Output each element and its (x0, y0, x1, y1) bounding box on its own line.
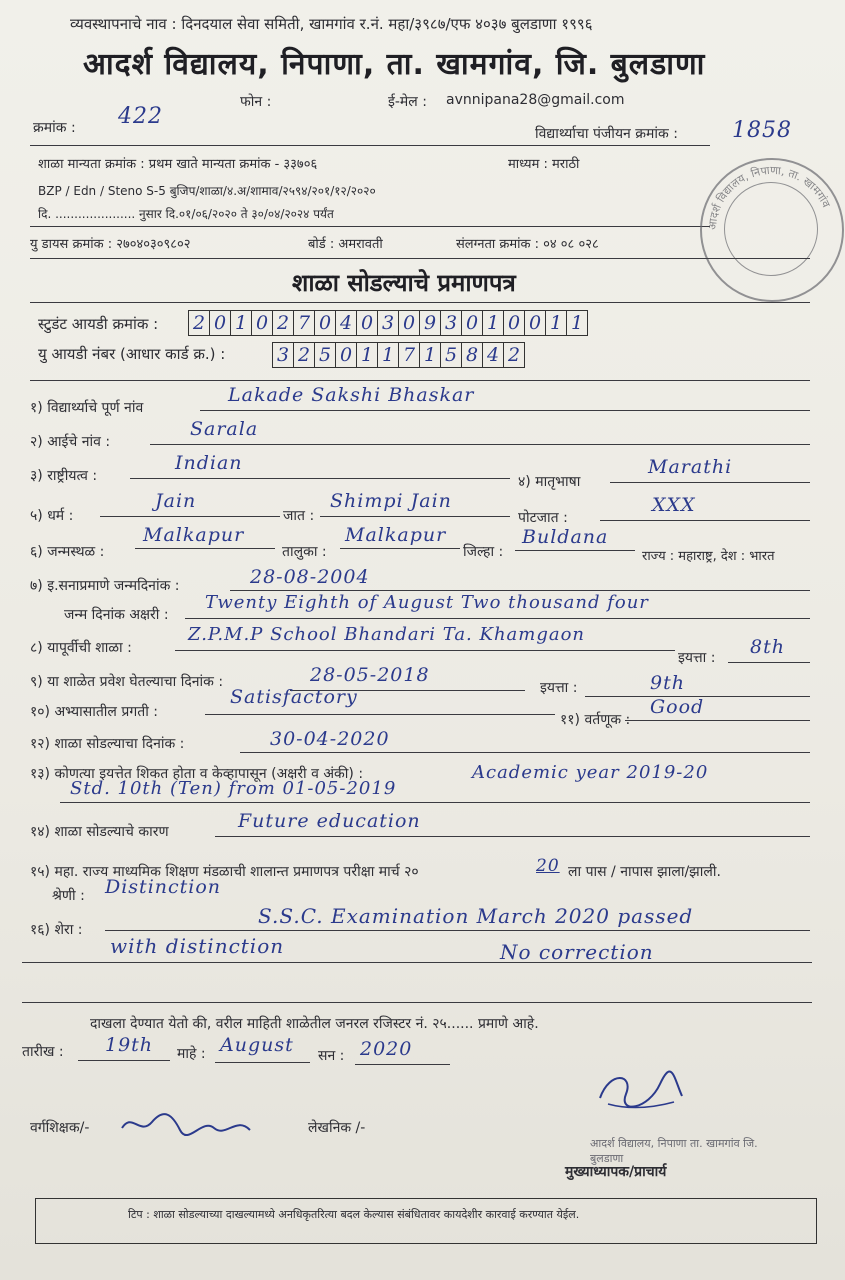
uid-digit: 5 (441, 343, 462, 367)
student-id-label: स्टुडंट आयडी क्रमांक : (38, 315, 159, 333)
serial-value: 422 (118, 104, 163, 129)
uid-digit: 3 (273, 343, 294, 367)
student-id-digit: 9 (420, 311, 441, 335)
student-id-digit: 0 (399, 311, 420, 335)
date-label: तारीख : (22, 1044, 64, 1060)
field-14-value: Future education (238, 810, 421, 832)
field-12-value: 30-04-2020 (270, 728, 390, 750)
student-id-digit: 7 (294, 311, 315, 335)
field-7-value: 28-08-2004 (250, 566, 370, 588)
field-6-value: Malkapur (143, 524, 245, 546)
field-11-value: Good (650, 696, 705, 718)
student-id-digit: 2 (273, 311, 294, 335)
student-id-digit: 3 (441, 311, 462, 335)
udise-line: यु डायस क्रमांक : २७०४०३०९८०२ (30, 237, 191, 252)
caste-label: जात : (283, 508, 315, 524)
uid-digit: 0 (336, 343, 357, 367)
field-12-label: १२) शाळा सोडल्याचा दिनांक : (30, 736, 185, 752)
student-id-digit: 0 (462, 311, 483, 335)
student-id-digit: 0 (315, 311, 336, 335)
field-16-value-1: S.S.C. Examination March 2020 passed (258, 904, 694, 928)
field-8-std-label: इयत्ता : (678, 650, 716, 666)
student-id-digit: 1 (483, 311, 504, 335)
email-value: avnnipana28@gmail.com (446, 92, 625, 108)
field-8-value: Z.P.M.P School Bhandari Ta. Khamgaon (188, 624, 586, 645)
caste-value: Shimpi Jain (330, 490, 452, 512)
field-10-value: Satisfactory (230, 686, 358, 708)
field-16-label: १६) शेरा : (30, 922, 83, 938)
student-id-digit: 1 (231, 311, 252, 335)
serial-label: क्रमांक : (33, 120, 76, 136)
registration-label: विद्यार्थ्याचा पंजीयन क्रमांक : (535, 126, 678, 142)
field-1-value: Lakade Sakshi Bhaskar (228, 384, 475, 406)
student-id-digit: 0 (525, 311, 546, 335)
field-2-value: Sarala (190, 418, 259, 440)
year-value: 2020 (360, 1038, 413, 1060)
district-label: जिल्हा : (463, 544, 504, 560)
student-id-digit: 0 (252, 311, 273, 335)
school-seal-stamp (700, 158, 844, 302)
certify-line: दाखला देण्यात येतो की, वरील माहिती शाळेतील जनरल रजिस्टर नं. २५...... प्रमाणे आहे. (90, 1016, 539, 1032)
dob-words-value: Twenty Eighth of August Two thousand four (205, 592, 649, 613)
uid-digit: 7 (399, 343, 420, 367)
field-3-value: Indian (175, 452, 243, 474)
date-line: दि. ..................... नुसार दि.०१/०६/२०२० ते ३०/०४/२०२४ पर्यंत (38, 207, 334, 221)
affiliation-line: संलग्नता क्रमांक : ०४ ०८ ०२८ (456, 237, 599, 252)
field-1-label: १) विद्यार्थ्याचे पूर्ण नांव (30, 400, 144, 416)
student-id-digit: 2 (189, 311, 210, 335)
field-9-std-label: इयत्ता : (540, 680, 578, 696)
field-15-tail: ला पास / नापास झाला/झाली. (568, 864, 721, 880)
student-id-boxes (188, 310, 588, 336)
date-value: 19th (105, 1034, 154, 1056)
certificate-title: शाळा सोडल्याचे प्रमाणपत्र (292, 269, 516, 297)
field-8-label: ८) यापूर्वीची शाळा : (30, 640, 132, 656)
field-2-label: २) आईचे नांव : (30, 434, 111, 450)
field-5-label: ५) धर्म : (30, 508, 74, 524)
warning-note: टिप : शाळा सोडल्याच्या दाखल्यामध्ये अनधिकृतरित्या बदल केल्यास संबंधितावर कायदेशीर कारवाई करण्यात येईल. (128, 1208, 580, 1221)
field-5-value: Jain (155, 490, 197, 512)
principal-label: मुख्याध्यापक/प्राचार्य (565, 1164, 667, 1180)
trust-line: व्यवस्थापनाचे नाव : दिनदयाल सेवा समिती, खामगांव र.नं. महा/३९८७/एफ ४०३७ बुलडाणा १९९६ (70, 15, 593, 33)
principal-signature (590, 1064, 690, 1118)
email-label: ई-मेल : (388, 94, 427, 110)
stamp-text: आदर्श विद्यालय, निपाणा, ता. खामगांव (705, 163, 833, 231)
clerk-label: लेखनिक /- (308, 1120, 366, 1136)
uid-digit: 4 (483, 343, 504, 367)
taluka-value: Malkapur (345, 524, 447, 546)
dob-words-label: जन्म दिनांक अक्षरी : (64, 607, 169, 623)
uid-digit: 2 (507, 344, 521, 366)
field-3-label: ३) राष्ट्रीयत्व : (30, 468, 98, 484)
field-4-value: Marathi (648, 456, 733, 478)
student-id-digit: 4 (336, 311, 357, 335)
seal-stamp: आदर्श विद्यालय, निपाणा ता. खामगांव जि. बुलडाणा (590, 1137, 758, 1165)
student-id-digit: 0 (504, 311, 525, 335)
month-label: माहे : (177, 1046, 206, 1062)
student-id-digit: 0 (357, 311, 378, 335)
field-15-year: 20 (536, 856, 560, 876)
svg-text:आदर्श विद्यालय, निपाणा, ता. खा (706, 164, 833, 231)
phone-label: फोन : (240, 94, 272, 110)
field-4-label: ४) मातृभाषा (518, 474, 581, 490)
grade-value: Distinction (105, 876, 222, 898)
recognition-line: शाळा मान्यता क्रमांक : प्रथम खाते मान्यता क्रमांक - ३३७०६ (38, 157, 318, 172)
uid-digit: 8 (462, 343, 483, 367)
field-8-std-value: 8th (750, 636, 785, 658)
subcaste-label: पोटजात : (518, 510, 568, 526)
state-country: राज्य : महाराष्ट्र, देश : भारत (642, 549, 775, 564)
uid-digit: 1 (378, 343, 399, 367)
field-13-value-2: Std. 10th (Ten) from 01-05-2019 (70, 778, 397, 799)
board-line: बोर्ड : अमरावती (308, 237, 383, 252)
medium-line: माध्यम : मराठी (508, 157, 580, 172)
student-id-digit: 3 (378, 311, 399, 335)
uid-boxes (272, 342, 525, 368)
uid-digit: 1 (420, 343, 441, 367)
subcaste-value: XXX (652, 494, 696, 516)
field-9-value: 28-05-2018 (310, 664, 430, 686)
uid-digit: 2 (294, 343, 315, 367)
student-id-digit: 1 (570, 312, 584, 334)
class-teacher-label: वर्गशिक्षक/- (30, 1120, 90, 1136)
field-7-label: ७) इ.सनाप्रमाणे जन्मदिनांक : (30, 578, 180, 594)
year-label: सन : (318, 1048, 345, 1064)
field-16-value-3: No correction (500, 940, 654, 964)
bzp-line: BZP / Edn / Steno S-5 बुजिप/शाळा/४.अ/शामाव/२५९४/२०१/१२/२०२० (38, 184, 376, 198)
field-16-value-2: with distinction (110, 934, 285, 958)
field-9-std-value: 9th (650, 672, 685, 694)
class-teacher-signature (118, 1108, 258, 1140)
field-14-label: १४) शाळा सोडल्याचे कारण (30, 824, 169, 840)
field-6-label: ६) जन्मस्थळ : (30, 544, 105, 560)
school-name: आदर्श विद्यालय, निपाणा, ता. खामगांव, जि. बुलडाणा (83, 47, 706, 82)
student-id-digit: 0 (210, 311, 231, 335)
field-13-label: १३) कोणत्या इयत्तेत शिकत होता व केव्हापासून (अक्षरी व अंकी) : (30, 766, 364, 782)
taluka-label: तालुका : (282, 544, 327, 560)
grade-label: श्रेणी : (52, 888, 85, 904)
field-9-label: ९) या शाळेत प्रवेश घेतल्याचा दिनांक : (30, 674, 224, 690)
uid-label: यु आयडी नंबर (आधार कार्ड क्र.) : (38, 345, 226, 363)
warning-note-box (35, 1198, 817, 1244)
district-value: Buldana (522, 526, 609, 548)
registration-value: 1858 (732, 118, 792, 143)
field-11-label: ११) वर्तणूक : (560, 712, 631, 728)
field-13-value-1: Academic year 2019-20 (472, 762, 709, 783)
uid-digit: 1 (357, 343, 378, 367)
uid-digit: 5 (315, 343, 336, 367)
field-10-label: १०) अभ्यासातील प्रगती : (30, 704, 158, 720)
field-15-label: १५) महा. राज्य माध्यमिक शिक्षण मंडळाची शालान्त प्रमाणपत्र परीक्षा मार्च २० (30, 864, 419, 880)
student-id-digit: 1 (546, 311, 567, 335)
month-value: August (220, 1034, 294, 1056)
